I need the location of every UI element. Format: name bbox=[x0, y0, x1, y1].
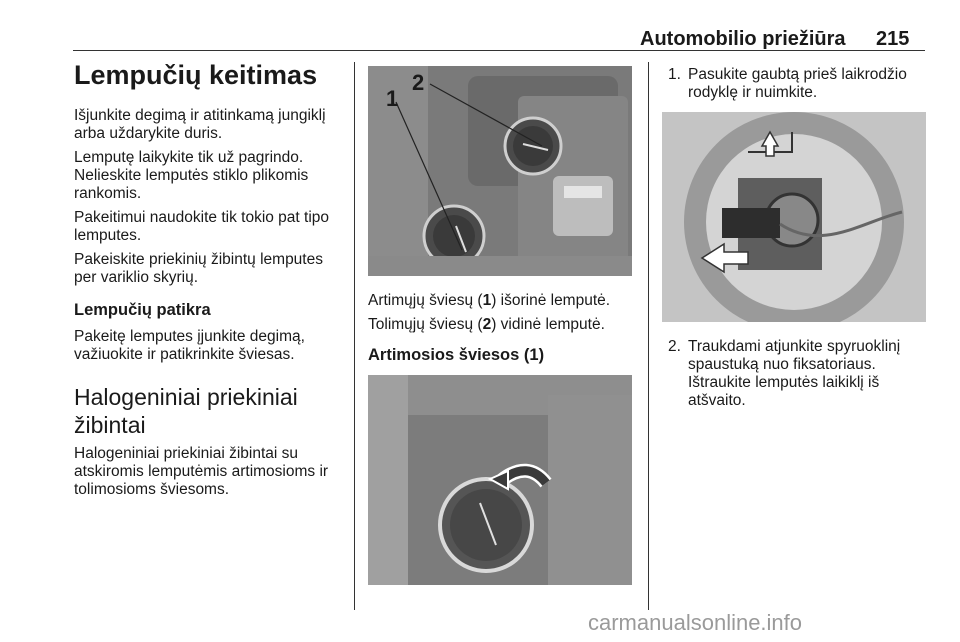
headlamp-overview-image bbox=[368, 66, 632, 276]
subheading-low-beam: Artimosios šviesos (1) bbox=[368, 346, 545, 364]
watermark: carmanualsonline.info bbox=[588, 610, 803, 635]
bulb-holder-image bbox=[662, 112, 926, 322]
header-rule bbox=[73, 50, 925, 51]
low-beam-cover-image bbox=[368, 375, 632, 585]
paragraph: Pakeitimui naudokite tik tokio pat tipo lemputes. bbox=[74, 209, 330, 245]
caption-high-beam: Tolimųjų šviesų (2) vidinė lemputė. bbox=[368, 316, 605, 333]
figure-label-1: 1 bbox=[386, 86, 399, 111]
paragraph: Lemputę laikykite tik už pagrindo. Nelieskite lemputės stiklo plikomis rankomis. bbox=[74, 149, 309, 203]
column-divider-right bbox=[648, 62, 649, 610]
section-heading-halogen: Halogeniniai priekiniai žibintai bbox=[74, 384, 298, 438]
paragraph: Išjunkite degimą ir atitinkamą jungiklį arba uždarykite duris. bbox=[74, 107, 326, 143]
column-1 bbox=[74, 60, 344, 505]
column-2 bbox=[368, 66, 634, 585]
paragraph: Halogeniniai priekiniai žibintai su atskiromis lemputėmis artimosioms ir tolimosioms šviesoms. bbox=[74, 445, 329, 499]
page-number: 215 bbox=[876, 28, 910, 50]
figure-label-2: 2 bbox=[412, 70, 425, 95]
instruction-steps-continued bbox=[662, 338, 928, 410]
subheading-bulb-check: Lempučių patikra bbox=[74, 301, 211, 320]
step-item: 2. Traukdami atjunkite spyruoklinį spaustuką nuo fiksatoriaus. Ištraukite lemputės laikiklį iš atšvaito. bbox=[668, 338, 901, 409]
step-item: 1. Pasukite gaubtą prieš laikrodžio rodyklę ir nuimkite. bbox=[668, 66, 907, 101]
paragraph: Pakeiskite priekinių žibintų lemputes per variklio skyrių. bbox=[74, 251, 323, 287]
column-divider-left bbox=[354, 62, 355, 610]
instruction-steps bbox=[662, 66, 928, 102]
column-3 bbox=[662, 66, 928, 410]
caption-low-beam: Artimųjų šviesų (1) išorinė lemputė. bbox=[368, 292, 611, 309]
page-header-title: Automobilio priežiūra bbox=[640, 28, 846, 50]
section-heading: Lempučių keitimas bbox=[74, 60, 318, 90]
paragraph: Pakeitę lemputes įjunkite degimą, važiuokite ir patikrinkite šviesas. bbox=[74, 328, 305, 364]
